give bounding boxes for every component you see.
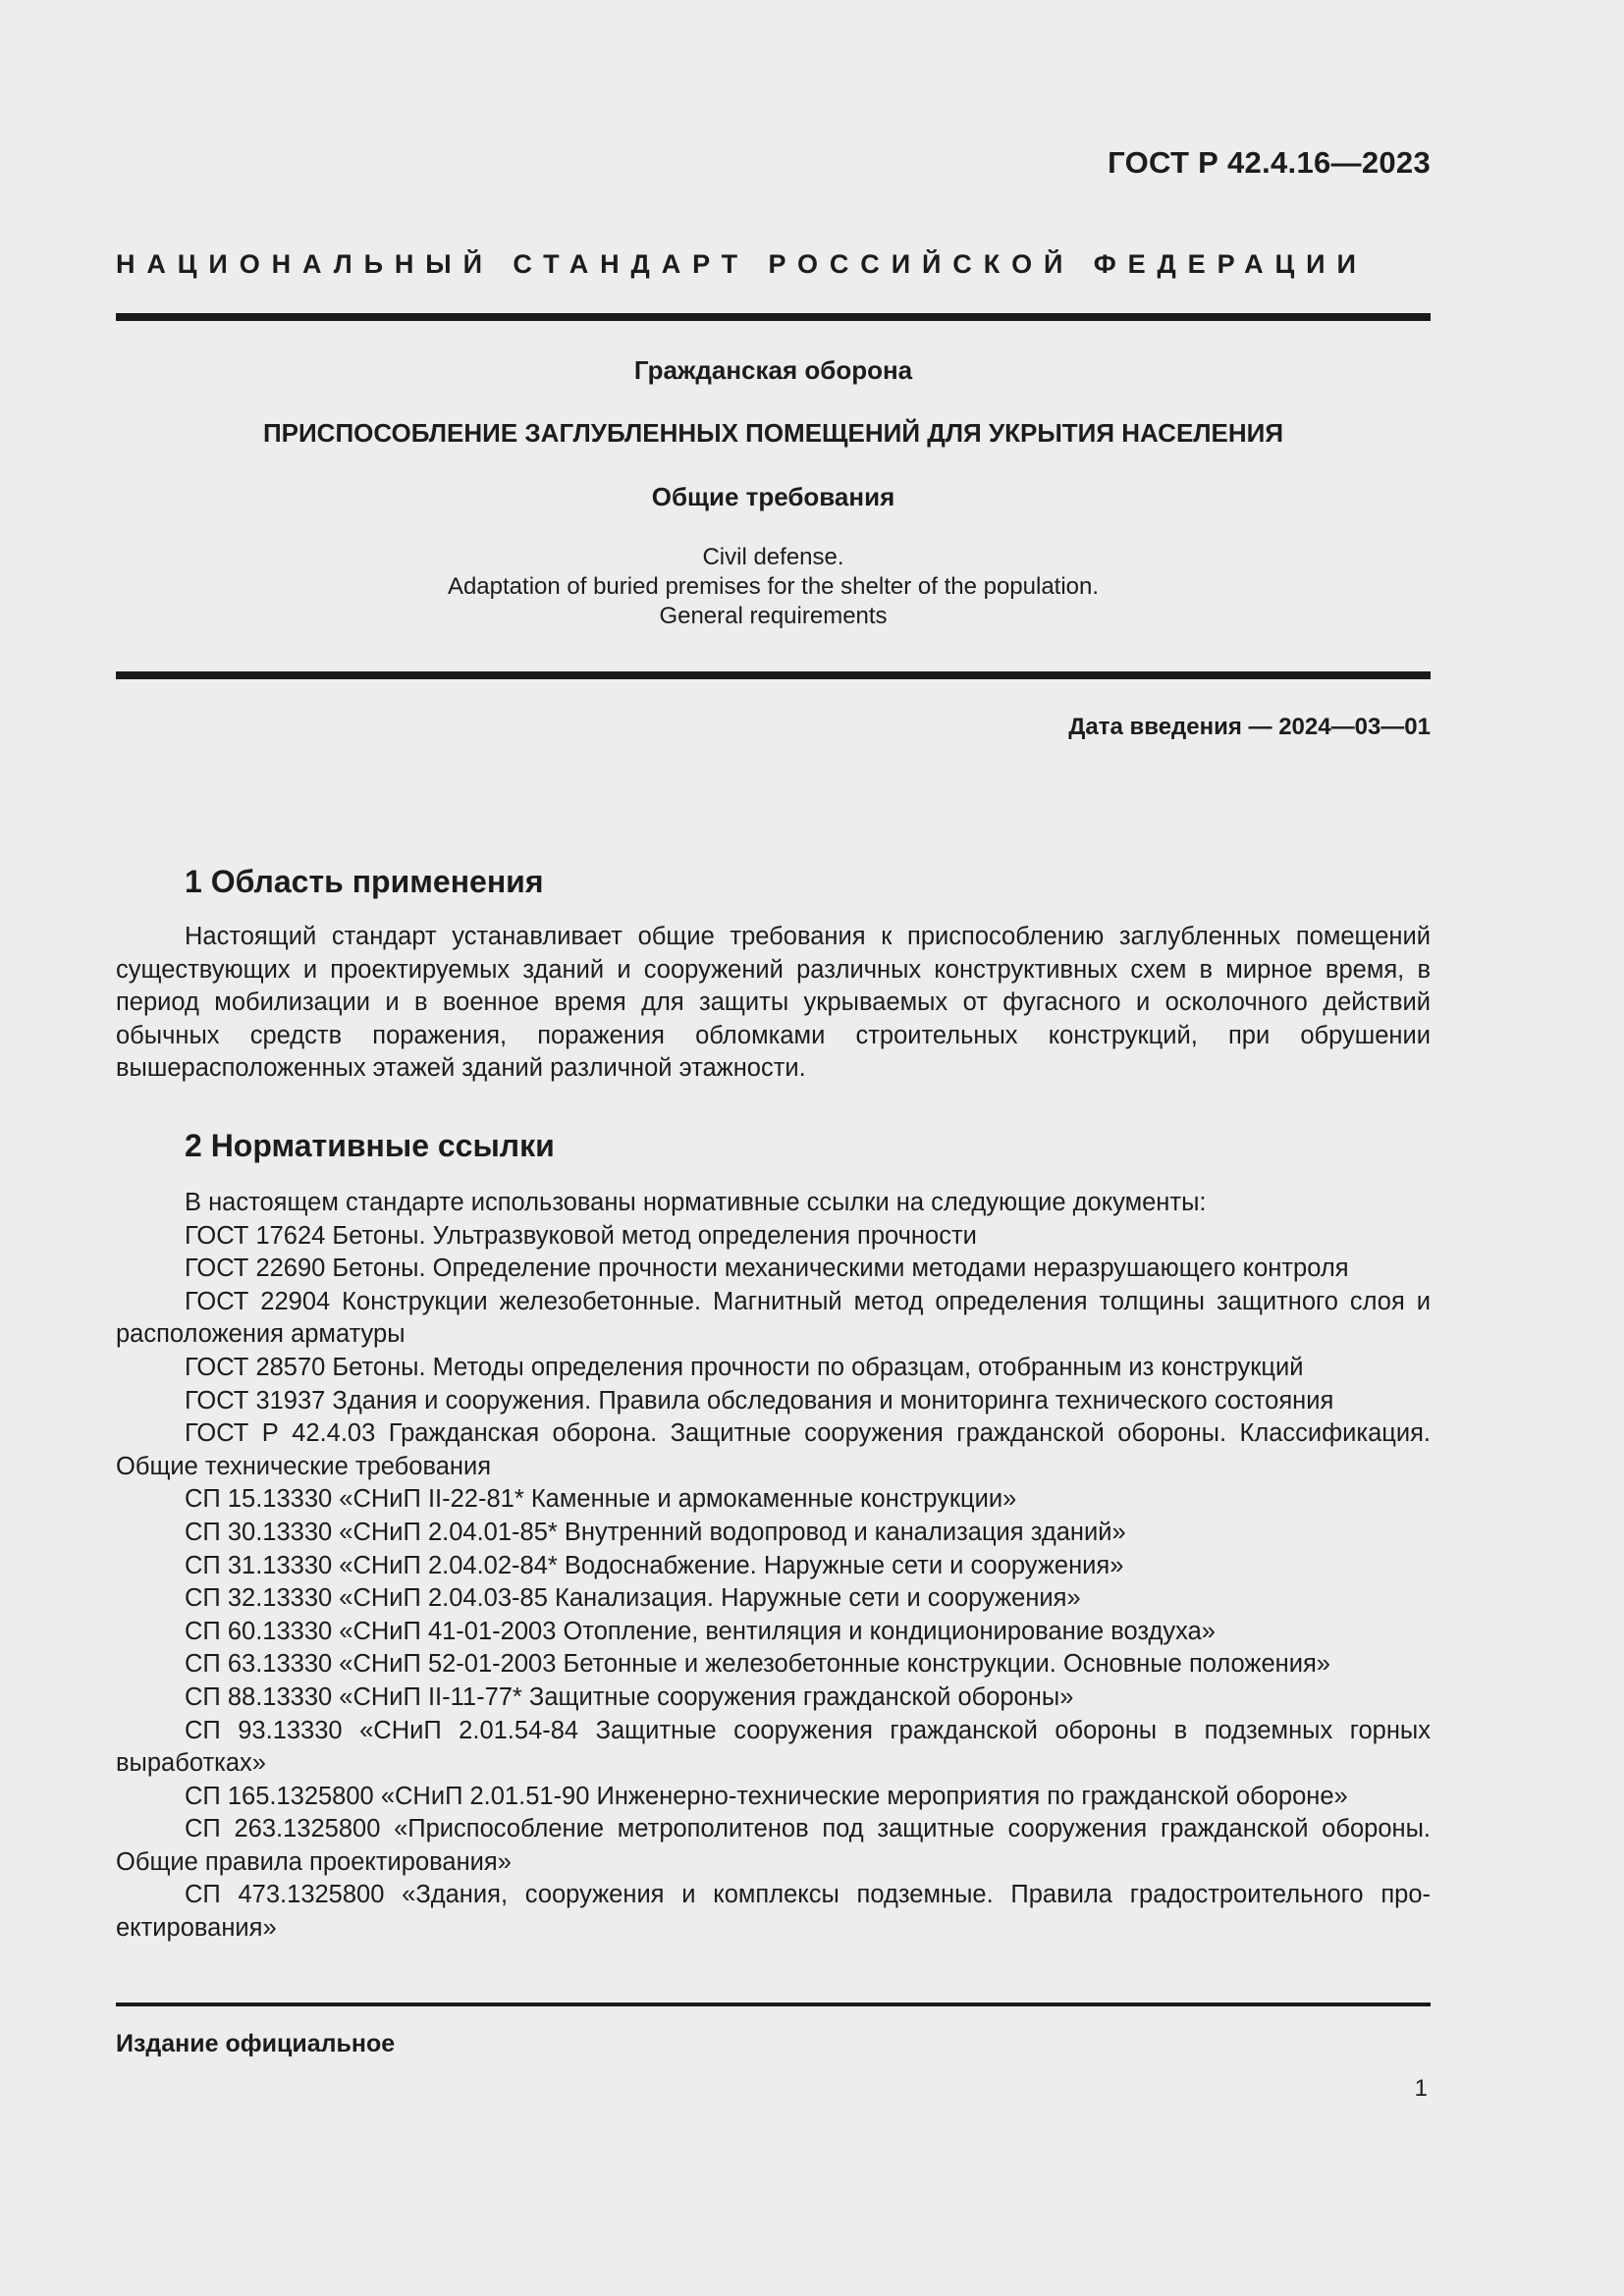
introduction-date: Дата введения — 2024—03—01 [1068, 714, 1431, 740]
header-divider [116, 313, 1431, 321]
footer-divider [116, 2002, 1431, 2006]
reference-item: СП 32.13330 «СНиП 2.04.03-85 Канализация. Наружные сети и сооружения» [185, 1584, 1081, 1613]
reference-item: СП 93.13330 «СНиП 2.01.54-84 Защитные сооружения гражданской обороны в подземных горных выработках» [116, 1716, 1431, 1778]
section-2-heading: 2 Нормативные ссылки [185, 1128, 555, 1163]
reference-item: СП 63.13330 «СНиП 52-01-2003 Бетонные и железобетонные конструкции. Основные положения» [185, 1650, 1330, 1679]
reference-item: СП 473.1325800 «Здания, сооружения и комплексы подземные. Правила градостроительного проектирования» [116, 1881, 1431, 1943]
title-subtitle: Общие требования [651, 482, 895, 511]
reference-item: ГОСТ 17624 Бетоны. Ультразвуковой метод определения прочности [185, 1221, 977, 1250]
section-1-heading: 1 Область применения [185, 864, 544, 899]
title-main: ПРИСПОСОБЛЕНИЕ ЗАГЛУБЛЕННЫХ ПОМЕЩЕНИЙ ДЛЯ УКРЫТИЯ НАСЕЛЕНИЯ [262, 418, 1284, 448]
section-1-paragraph: Настоящий стандарт устанавливает общие требования к приспособлению заглубленных помещений существующих и проектируемых зданий и сооружений различных конструктивных схем в мирное время, в период мобилизации и в военное время для защиты укрываемых от фугасного и осколочного действий обычных средств поражения, поражения обломками строительных конструкций, при обрушении вышерасположенных этажей зданий различной этажности. [116, 923, 1431, 1083]
official-edition-label: Издание официальное [116, 2030, 396, 2057]
english-title-line: General requirements [659, 603, 888, 629]
reference-item: СП 263.1325800 «Приспособление метрополитенов под защитные сооружения гражданской обороны. Общие правила проектирования» [116, 1815, 1431, 1876]
national-standard-label: НАЦИОНАЛЬНЫЙ СТАНДАРТ РОССИЙСКОЙ ФЕДЕРАЦИИ [116, 249, 1368, 279]
english-title-line: Adaptation of buried premises for the shelter of the population. [447, 573, 1100, 600]
reference-item: СП 31.13330 «СНиП 2.04.02-84* Водоснабжение. Наружные сети и сооружения» [185, 1551, 1124, 1579]
reference-item: ГОСТ 28570 Бетоны. Методы определения прочности по образцам, отобранным из конструкций [185, 1353, 1304, 1381]
reference-item: ГОСТ Р 42.4.03 Гражданская оборона. Защитные сооружения гражданской обороны. Классификация. Общие технические требования [116, 1419, 1431, 1480]
reference-item: СП 30.13330 «СНиП 2.04.01-85* Внутренний водопровод и канализация зданий» [185, 1518, 1126, 1546]
section-2-body [116, 1187, 1431, 1946]
title-divider [116, 671, 1431, 679]
standard-number: ГОСТ Р 42.4.16—2023 [1108, 145, 1431, 180]
english-title-line: Civil defense. [702, 544, 844, 570]
section-1-body [116, 921, 1431, 1086]
references-intro: В настоящем стандарте использованы нормативные ссылки на следующие документы: [185, 1189, 1207, 1216]
reference-item: ГОСТ 22904 Конструкции железобетонные. Магнитный метод определения толщины защитного слоя и расположения арматуры [116, 1287, 1431, 1349]
reference-item: ГОСТ 22690 Бетоны. Определение прочности механическими методами неразрушающего контроля [185, 1255, 1349, 1283]
reference-item: СП 88.13330 «СНиП II-11-77* Защитные сооружения гражданской обороны» [185, 1682, 1074, 1711]
reference-item: СП 15.13330 «СНиП II-22-81* Каменные и армокаменные конструкции» [185, 1485, 1017, 1514]
page-number: 1 [1414, 2075, 1428, 2102]
reference-item: СП 60.13330 «СНиП 41-01-2003 Отопление, вентиляция и кондиционирование воздуха» [185, 1617, 1216, 1645]
reference-item: ГОСТ 31937 Здания и сооружения. Правила обследования и мониторинга технического состояния [185, 1386, 1334, 1415]
title-category: Гражданская оборона [633, 355, 913, 385]
english-title [116, 543, 1431, 631]
reference-item: СП 165.1325800 «СНиП 2.01.51-90 Инженерно-технические мероприятия по гражданской обороне» [185, 1782, 1348, 1810]
